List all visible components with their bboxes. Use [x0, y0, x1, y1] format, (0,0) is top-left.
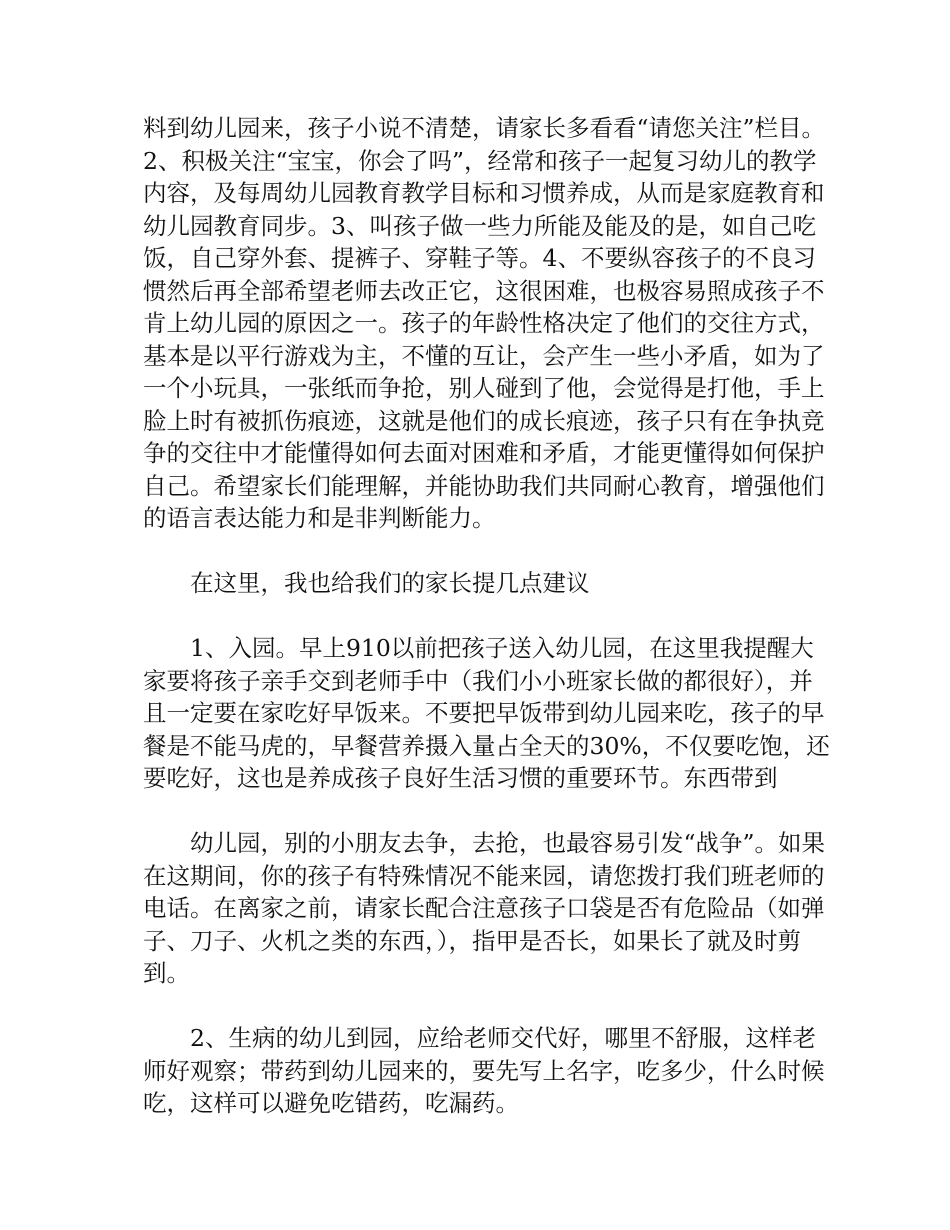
paragraph-3: 1、入园。早上910以前把孩子送入幼儿园，在这里我提醒大家要将孩子亲手交到老师手中（我们小小班家长做的都很好），并且一定要在家吃好早饭来。不要把早饭带到幼儿园来吃，孩子的早餐是不能马虎的，早餐营养摄入量占全天的30%，不仅要吃饱，还要吃好，这也是养成孩子良好生活习惯的重要环节。东西带到: [143, 634, 830, 792]
paragraph-spacer: [143, 535, 833, 568]
paragraph-spacer: [143, 600, 833, 633]
paragraph-spacer: [143, 795, 833, 828]
paragraph-4: 幼儿园，别的小朋友去争，去抢，也最容易引发“战争”。如果在这期间，你的孩子有特殊情况不能来园，请您拨打我们班老师的电话。在离家之前，请家长配合注意孩子口袋是否有危险品（如弹子、刀子、火机之类的东西，），指甲是否长，如果长了就及时剪到。: [143, 829, 826, 987]
paragraph-spacer: [143, 990, 833, 1023]
paragraph-5: 2、生病的幼儿到园，应给老师交代好，哪里不舒服，这样老师好观察；带药到幼儿园来的，要先写上名字，吃多少，什么时候吃，这样可以避免吃错药，吃漏药。: [143, 1024, 825, 1117]
paragraph-1: 料到幼儿园来，孩子小说不清楚，请家长多看看“请您关注”栏目。2、积极关注“宝宝，你会了吗”，经常和孩子一起复习幼儿的教学内容，及每周幼儿园教育教学目标和习惯养成，从而是家庭教育和幼儿园教育同步。3、叫孩子做一些力所能及能及的是，如自己吃饭，自己穿外套、提裤子、穿鞋子等。4、不要纵容孩子的不良习惯然后再全部希望老师去改正它，这很困难，也极容易照成孩子不肯上幼儿园的原因之一。孩子的年龄性格决定了他们的交往方式，基本是以平行游戏为主，不懂的互让，会产生一些小矛盾，如为了一个小玩具，一张纸而争抢，别人碰到了他，会觉得是打他，手上脸上时有被抓伤痕迹，这就是他们的成长痕迹，孩子只有在争执竞争的交往中才能懂得如何去面对困难和矛盾，才能更懂得如何保护自己。希望家长们能理解，并能协助我们共同耐心教育，增强他们的语言表达能力和是非判断能力。: [143, 114, 826, 532]
paragraph-2: 在这里，我也给我们的家长提几点建议: [190, 569, 590, 597]
document-body: [143, 112, 833, 1120]
